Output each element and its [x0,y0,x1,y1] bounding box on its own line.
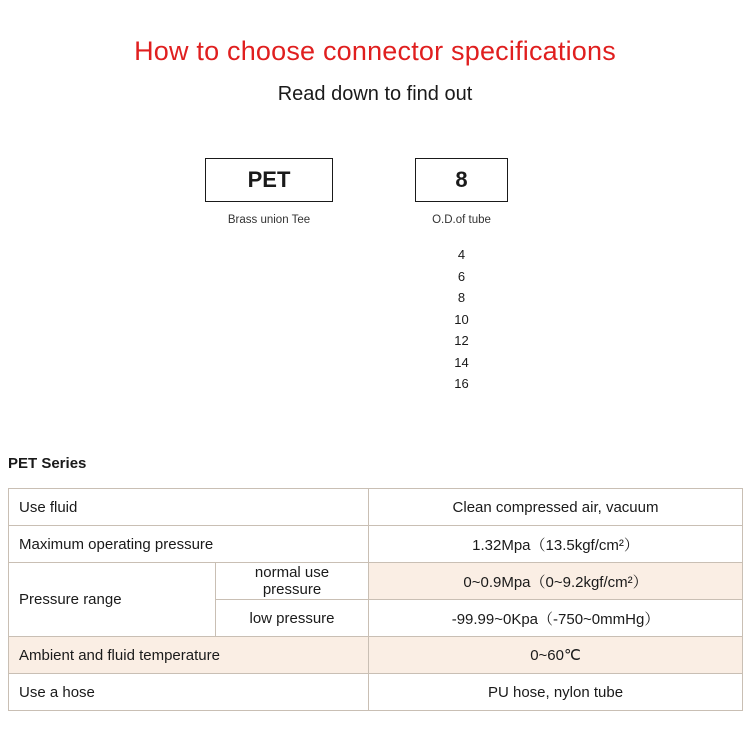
row-label: Use a hose [9,674,369,711]
row-value: PU hose, nylon tube [369,674,743,711]
row-value: Clean compressed air, vacuum [369,489,743,526]
size-option: 10 [454,311,469,327]
spec-table-title: PET Series [8,455,87,472]
size-option: 12 [454,333,469,348]
table-row [9,674,743,711]
row-value: 1.32Mpa（13.5kgf/cm²） [369,526,743,563]
row-label: Maximum operating pressure [9,526,369,563]
code-selector [0,158,750,391]
size-option: 16 [454,376,469,391]
size-option: 6 [457,268,466,284]
row-value: -99.99~0Kpa（-750~0mmHg） [369,600,743,637]
row-label: Use fluid [9,489,369,526]
table-row [9,489,743,526]
row-value: 0~0.9Mpa（0~9.2kgf/cm²） [369,563,743,600]
series-code-box: PET [205,158,333,202]
page-subtitle: Read down to find out [277,83,473,105]
series-caption: Brass union Tee [227,214,311,226]
row-label: Pressure range [9,563,216,637]
table-row [9,637,743,674]
size-option: 8 [457,290,466,305]
table-row [9,526,743,563]
size-option-list [415,244,508,395]
row-sublabel: normal use pressure [216,563,369,600]
row-sublabel: low pressure [216,600,369,637]
page-title: How to choose connector specifications [134,36,616,66]
table-row [9,563,743,600]
size-code-box: 8 [415,158,508,202]
row-label: Ambient and fluid temperature [9,637,369,674]
size-option: 14 [454,354,469,370]
size-caption: O.D.of tube [432,214,491,226]
row-value: 0~60℃ [369,637,743,674]
size-option: 4 [457,247,466,262]
spec-table [8,488,743,711]
